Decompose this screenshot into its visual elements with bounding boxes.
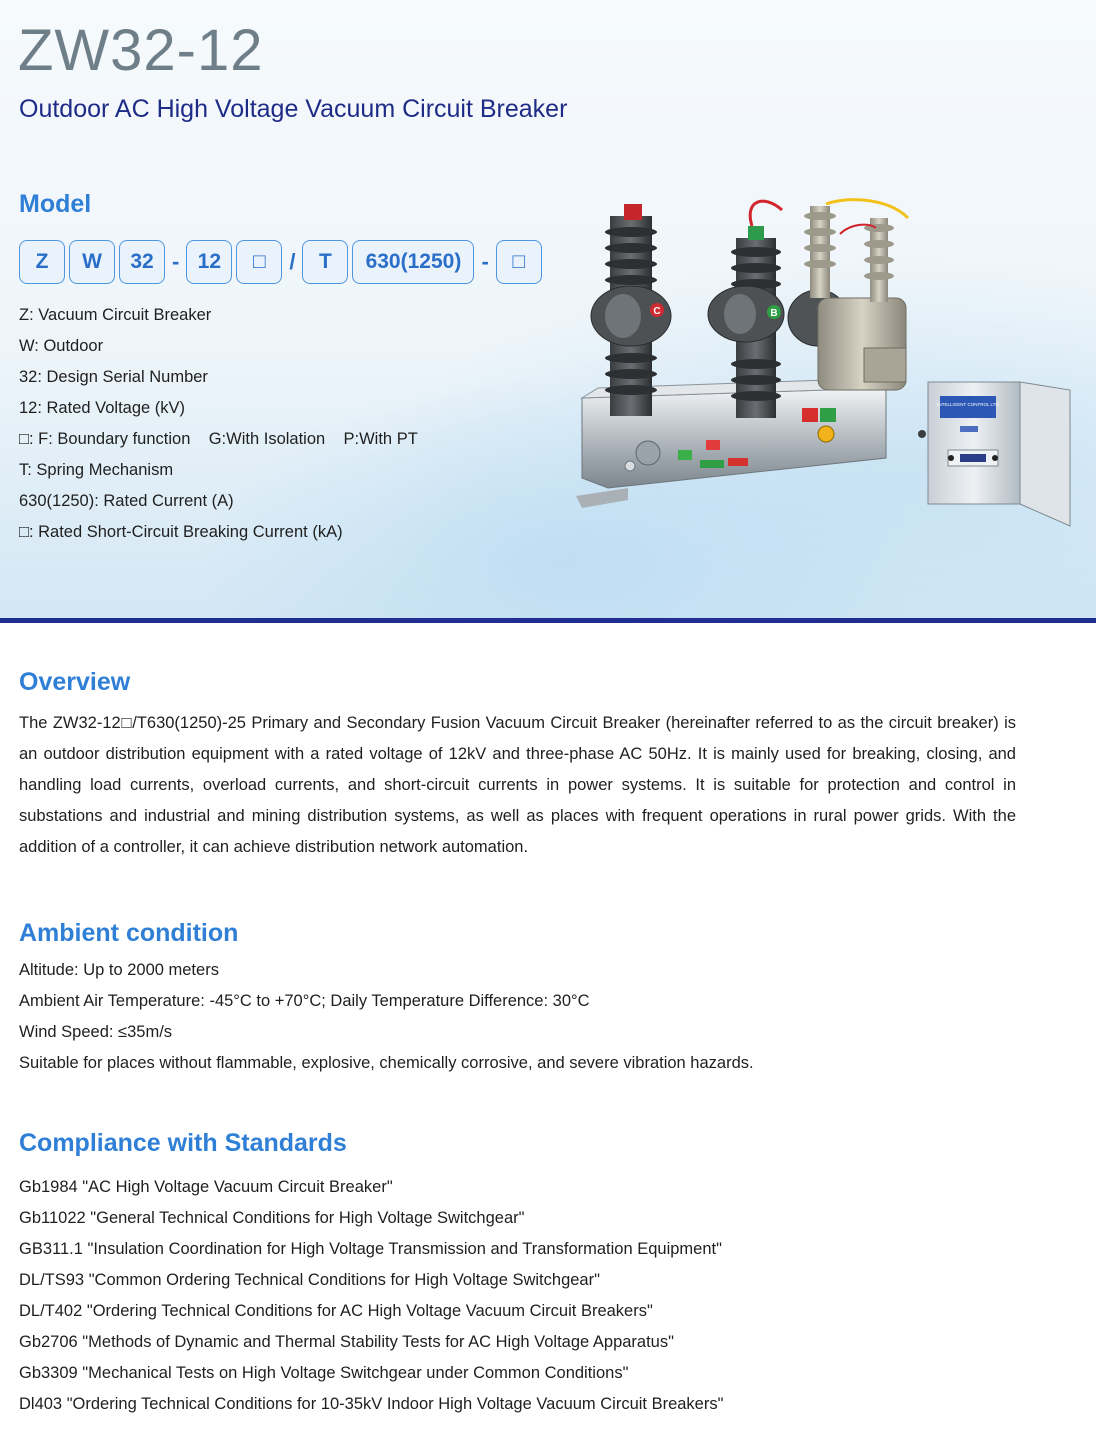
ambient-list xyxy=(19,955,754,1079)
ambient-item: Wind Speed: ≤35m/s xyxy=(19,1023,173,1041)
standards-heading: Compliance with Standards xyxy=(19,1129,347,1157)
model-legend-list xyxy=(19,300,418,548)
standard-item: Dl403 "Ordering Technical Conditions for 10-35kV Indoor High Voltage Vacuum Circuit Breakers" xyxy=(19,1395,724,1413)
ambient-item: Suitable for places without flammable, explosive, chemically corrosive, and severe vibration hazards. xyxy=(19,1054,754,1072)
cabinet-label: INTELLIGENT CONTROL LTD xyxy=(937,402,999,407)
model-code-box: T xyxy=(302,240,348,284)
ambient-item: Ambient Air Temperature: -45°C to +70°C; Daily Temperature Difference: 30°C xyxy=(19,992,590,1010)
model-heading: Model xyxy=(19,190,92,218)
overview-heading: Overview xyxy=(19,668,131,696)
model-code-separator: - xyxy=(172,249,180,274)
standard-item: GB311.1 "Insulation Coordination for High Voltage Transmission and Transformation Equipment" xyxy=(19,1240,722,1258)
model-code-box: 32 xyxy=(119,240,165,284)
model-legend-item: 12: Rated Voltage (kV) xyxy=(19,399,186,417)
product-subtitle: Outdoor AC High Voltage Vacuum Circuit Breaker xyxy=(19,95,568,123)
model-legend-item: □: F: Boundary function G:With Isolation P:With PT xyxy=(19,430,418,448)
model-code-box: 630(1250) xyxy=(352,240,474,284)
overview-text: The ZW32-12□/T630(1250)-25 Primary and Secondary Fusion Vacuum Circuit Breaker (hereinafter referred to as the circuit breaker) is an outdoor distribution equipment with a rated voltage of 12kV and three-phase AC 50Hz. It is mainly used for breaking, closing, and handling load currents, overload currents, and short-circuit currents in power systems. It is suitable for protection and control in substations and industrial and mining distribution systems, as well as places with frequent operations in rural power grids. With the addition of a controller, it can achieve distribution network automation. xyxy=(19,714,1016,856)
hero-banner xyxy=(0,0,1096,618)
model-legend-item: 32: Design Serial Number xyxy=(19,368,208,386)
circuit-breaker-illustration xyxy=(568,188,1078,538)
model-code-box: Z xyxy=(19,240,65,284)
model-legend-item: Z: Vacuum Circuit Breaker xyxy=(19,306,212,324)
model-code-box: □ xyxy=(496,240,542,284)
product-title: ZW32-12 xyxy=(18,18,264,83)
model-code-box: W xyxy=(69,240,115,284)
model-code-row xyxy=(19,238,542,286)
hero-divider xyxy=(0,618,1096,623)
phase-b-label: B xyxy=(770,308,778,319)
phase-c-pole xyxy=(591,204,671,416)
model-code-separator: / xyxy=(289,249,296,274)
standard-item: DL/T402 "Ordering Technical Conditions for AC High Voltage Vacuum Circuit Breakers" xyxy=(19,1302,653,1320)
model-code-separator: - xyxy=(481,249,489,274)
model-legend-item: T: Spring Mechanism xyxy=(19,461,174,479)
model-legend-item: □: Rated Short-Circuit Breaking Current (kA) xyxy=(19,523,343,541)
ambient-item: Altitude: Up to 2000 meters xyxy=(19,961,219,979)
model-code-box: 12 xyxy=(186,240,232,284)
standard-item: Gb2706 "Methods of Dynamic and Thermal Stability Tests for AC High Voltage Apparatus" xyxy=(19,1333,674,1351)
phase-c-label: C xyxy=(653,306,661,317)
ambient-heading: Ambient condition xyxy=(19,919,239,947)
standards-list xyxy=(19,1172,723,1420)
model-legend-item: W: Outdoor xyxy=(19,337,104,355)
model-legend-item: 630(1250): Rated Current (A) xyxy=(19,492,234,510)
model-code-box: □ xyxy=(236,240,282,284)
voltage-transformer xyxy=(804,200,908,390)
control-cabinet xyxy=(918,382,1070,526)
standard-item: Gb11022 "General Technical Conditions for High Voltage Switchgear" xyxy=(19,1209,525,1227)
standard-item: Gb1984 "AC High Voltage Vacuum Circuit Breaker" xyxy=(19,1178,393,1196)
standard-item: DL/TS93 "Common Ordering Technical Conditions for High Voltage Switchgear" xyxy=(19,1271,600,1289)
standard-item: Gb3309 "Mechanical Tests on High Voltage Switchgear under Common Conditions" xyxy=(19,1364,629,1382)
